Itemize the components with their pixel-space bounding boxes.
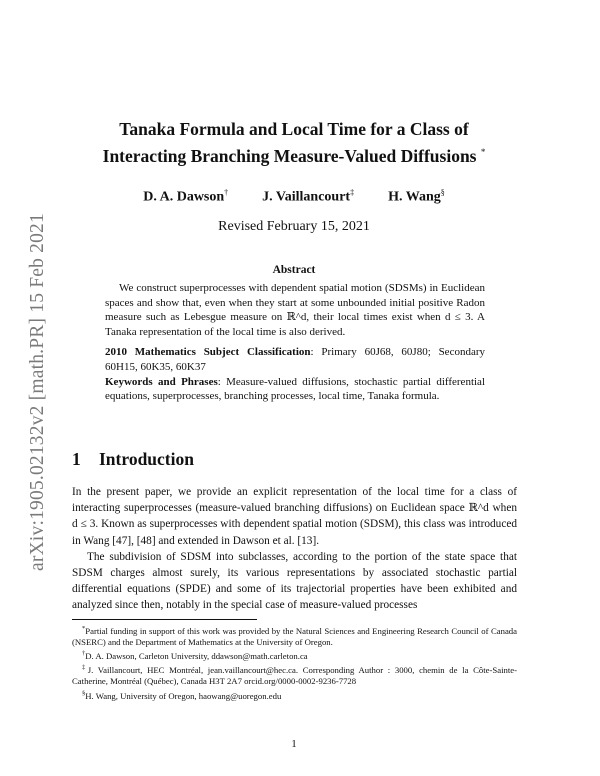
- footnote-dawson: [72, 648, 517, 662]
- msc-classification: [105, 345, 485, 374]
- footnote-funding: [72, 623, 517, 648]
- author-wang: [388, 188, 445, 206]
- msc-value: : Primary 60J68, 60J80; Secondary 60H15, 60K35, 60K37: [105, 346, 485, 373]
- section-heading: [72, 449, 194, 470]
- footnote-text: Partial funding in support of this work was provided by the Natural Sciences and Engineering Research Council of Canada (NSERC) and the Department of Mathematics at the University of Oregon.: [72, 625, 517, 648]
- author-name: D. A. Dawson: [143, 189, 225, 205]
- author-dawson: [143, 188, 228, 206]
- footnote-mark: †: [82, 650, 86, 658]
- revision-date: Revised February 15, 2021: [218, 219, 370, 234]
- footnote-wang: [72, 688, 517, 702]
- title-line-1: Tanaka Formula and Local Time for a Class of: [119, 119, 469, 139]
- abstract-text: We construct superprocesses with dependent spatial motion (SDSMs) in Euclidean spaces and show that, even when they start at some unbounded initial positive Radon measure such as Lebesgue measure on ℝ^d, their local times exist when d ≤ 3. A Tanaka representation of the local time is also derived.: [105, 282, 485, 338]
- author-vaillancourt: [262, 188, 354, 206]
- footnote-mark: ‡: [82, 664, 88, 672]
- author-mark: ‡: [350, 188, 355, 197]
- body-text: [72, 484, 517, 614]
- footnote-mark: §: [82, 689, 86, 697]
- footnote-text: J. Vaillancourt, HEC Montréal, jean.vaillancourt@hec.ca. Corresponding Author : 3000, chemin de la Côte-Sainte-Catherine, Montréal (Québec), Canada H3T 2A7 orcid.org/0000-0002-9236-7728: [72, 665, 518, 687]
- paper-title: [70, 118, 518, 168]
- abstract-body: [105, 281, 485, 404]
- title-line-2-text: Interacting Branching Measure-Valued Diffusions: [102, 145, 477, 166]
- author-mark: †: [224, 188, 229, 197]
- body-paragraph-2: The subdivision of SDSM into subclasses, according to the portion of the state space that SDSM charges almost surely, its various representations by associated stochastic partial differential equations (SPDE) and some of its trajectorial properties have been exhibited and analyzed since then, notably in the special case of measure-valued processes: [72, 550, 517, 612]
- footnotes: [72, 623, 517, 702]
- arxiv-identifier: arXiv:1905.02132v2 [math.PR] 15 Feb 2021: [27, 213, 48, 571]
- author-name: J. Vaillancourt: [262, 189, 351, 205]
- author-name: H. Wang: [388, 189, 441, 205]
- title-line-2: [70, 141, 518, 168]
- author-list: [70, 188, 518, 206]
- footnote-vaillancourt: [72, 662, 517, 687]
- section-number: 1: [72, 449, 81, 469]
- page-number: 1: [291, 738, 297, 750]
- keywords-label: Keywords and Phrases: [105, 375, 218, 388]
- footnote-divider: [72, 619, 257, 620]
- author-mark: §: [440, 188, 445, 197]
- body-paragraph-1: In the present paper, we provide an explicit representation of the local time for a class of interacting superprocesses (measure-valued branching diffusions) on Euclidean space ℝ^d when d ≤ 3. Known as superprocesses with dependent spatial motion (SDSM), this class was introduced in Wang [47], [48] and extended in Dawson et al. [13].: [72, 486, 517, 547]
- title-footnote-mark: *: [480, 147, 486, 157]
- section-title: Introduction: [99, 449, 194, 469]
- abstract-heading: Abstract: [272, 264, 316, 276]
- keywords-value: : Measure-valued diffusions, stochastic partial differential equations, superprocesses, branching processes, local time, Tanaka formula.: [105, 375, 485, 403]
- footnote-mark: *: [82, 625, 86, 632]
- footnote-text: H. Wang, University of Oregon, haowang@uoregon.edu: [85, 690, 282, 701]
- footnote-text: D. A. Dawson, Carleton University, ddawson@math.carleton.ca: [85, 651, 308, 662]
- keywords: [105, 375, 485, 404]
- msc-label: 2010 Mathematics Subject Classification: [105, 346, 311, 359]
